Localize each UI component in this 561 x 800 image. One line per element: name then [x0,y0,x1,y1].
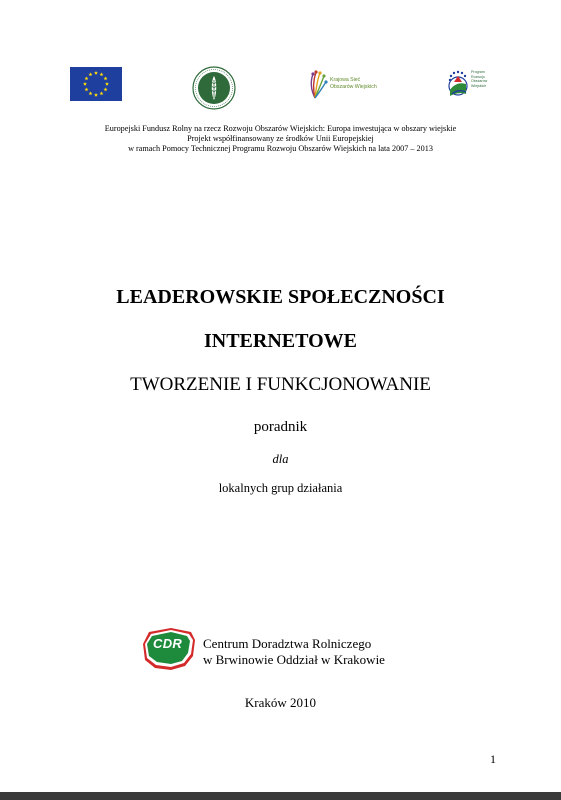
ksow-text-line1: Krajowa Sieć [330,77,361,83]
prow-program-logo [444,68,496,104]
wheat-seal-logo [192,66,236,110]
prow-text-line2: Rozwoju [471,74,485,79]
funding-note-line1: Europejski Fundusz Rolny na rzecz Rozwoju Obszarów Wiejskich: Europa inwestująca w obszary wiejskie [104,124,457,133]
funding-note-line3: w ramach Pomocy Technicznej Programu Rozwoju Obszarów Wiejskich na lata 2007 – 2013 [128,144,433,153]
audience-label: lokalnych grup działania [218,481,343,495]
page-bottom-edge [0,792,561,800]
cdr-logo-text: CDR [153,636,183,651]
subtitle: TWORZENIE I FUNKCJONOWANIE [130,374,431,395]
cdr-logo [141,626,197,672]
prow-text-line1: Program [471,70,485,74]
prow-text-line3: Obszarów [471,79,488,84]
title-line2: INTERNETOWE [203,330,357,352]
for-label: dla [272,452,289,466]
title-line1: LEADEROWSKIE SPOŁECZNOŚCI [116,286,445,308]
publisher-line2: w Brwinowie Oddział w Krakowie [203,652,385,667]
place-year: Kraków 2010 [244,695,317,710]
document-type: poradnik [253,419,308,435]
page-number: 1 [490,752,496,766]
prow-text-line4: Wiejskich [471,83,487,88]
funding-note [0,124,561,154]
eu-flag-logo [70,67,122,101]
ksow-text-line2: Obszarów Wiejskich [330,83,377,90]
publisher-line1: Centrum Doradztwa Rolniczego [203,636,372,651]
funding-note-line2: Projekt współfinansowany ze środków Unii Europejskiej [187,134,374,143]
ksow-logo [307,66,377,104]
publisher-name [203,636,385,668]
